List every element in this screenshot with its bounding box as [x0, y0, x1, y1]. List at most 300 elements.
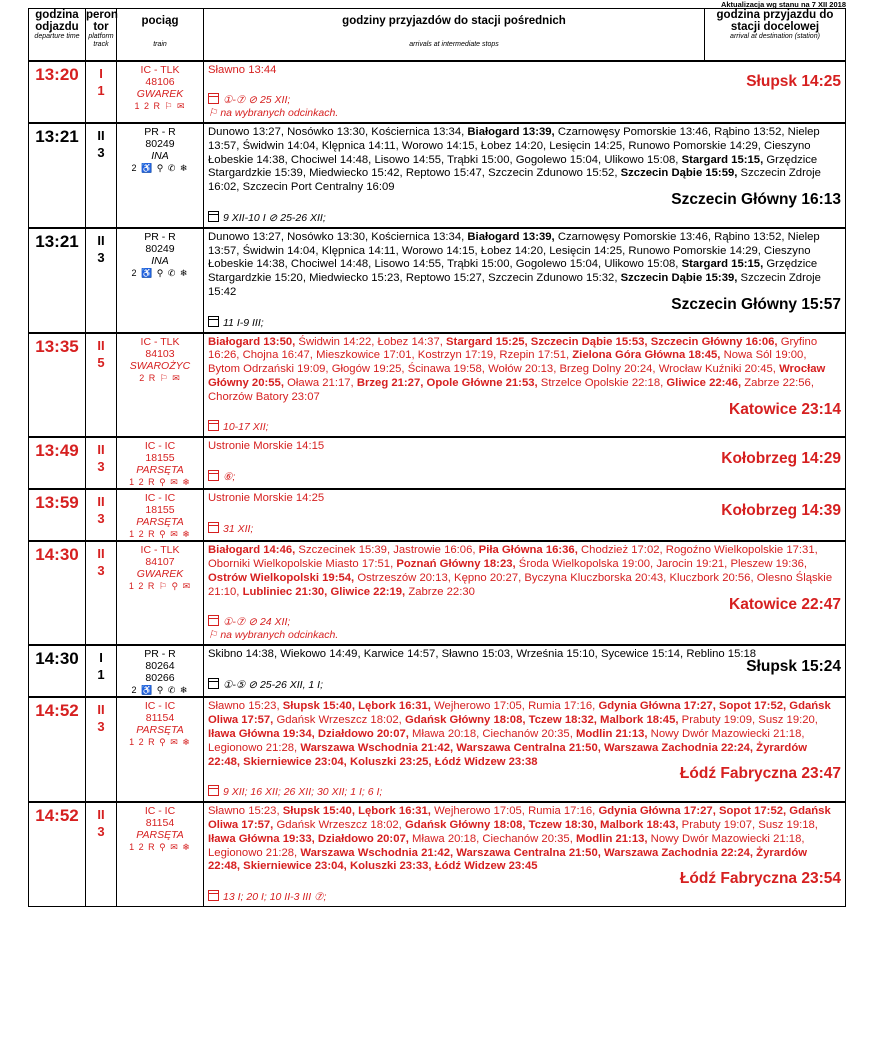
- platform: II: [97, 337, 105, 353]
- calendar-icon: [208, 522, 219, 533]
- stop: Mława 20:18,: [412, 832, 483, 845]
- departure-time: 14:30: [29, 541, 86, 645]
- stop: Byczyna Kluczborska 20:43,: [524, 572, 670, 585]
- header-destination-pl: godzina przyjazdu do stacji docelowej: [716, 9, 834, 33]
- calendar-icon: [208, 316, 219, 327]
- stop: Ciechanów 20:35,: [482, 832, 576, 845]
- stop: Stargard 15:25,: [446, 335, 531, 348]
- track: 3: [97, 145, 105, 161]
- stop: Klępnica 14:11,: [321, 139, 402, 152]
- stop: Jarocin 19:21,: [656, 558, 731, 571]
- departure-time: 13:35: [29, 333, 86, 438]
- stop: Szczecinek 15:39,: [298, 544, 394, 557]
- stop: Karwice 14:57,: [363, 648, 442, 661]
- stop: Ostrów Wielkopolski 19:54,: [208, 572, 358, 585]
- stop: Warszawa Zachodnia 22:24,: [604, 846, 757, 859]
- stop: Sławno 15:23,: [208, 805, 283, 818]
- destination-line: [208, 595, 841, 614]
- stop: Skibno 14:38,: [208, 648, 281, 661]
- train-number: 18155: [145, 452, 175, 465]
- stop: Worowo 14:15,: [401, 139, 481, 152]
- timetable-row: [29, 489, 846, 541]
- track: 3: [97, 563, 105, 579]
- platform: II: [97, 807, 105, 823]
- train-number: 18155: [145, 504, 175, 517]
- platform-track: [86, 489, 117, 541]
- stop: Cieszyno Łobeskie 14:38,: [208, 244, 811, 271]
- stop: Nielep 13:57,: [208, 230, 820, 257]
- calendar-icon: [208, 93, 219, 104]
- stop: Lesięcin 14:25,: [549, 244, 629, 257]
- platform: II: [97, 494, 105, 510]
- stop: Szczecin Dąbie 15:39,: [620, 272, 741, 285]
- train-symbols-icon: 1 2 R ⚲ ✉ ❄: [129, 842, 191, 853]
- partial-route-note: ⚐ na wybranych odcinkach.: [208, 107, 339, 120]
- destination-arrival: Katowice 22:47: [729, 595, 841, 613]
- stop: Nowy Dwór Mazowiecki 21:18,: [650, 832, 805, 845]
- timetable-row: [29, 61, 846, 124]
- stop: Gryfino 16:26,: [208, 335, 818, 362]
- stop: Wrocław Główny 20:55,: [208, 363, 826, 390]
- stop: Nosówko 13:30,: [287, 126, 372, 139]
- stop: Nielep 13:57,: [208, 126, 820, 152]
- train-number-2: 80266: [145, 672, 175, 685]
- destination-line: [208, 872, 841, 888]
- stop: Skierniewice 23:04,: [243, 860, 350, 873]
- stop: Malbork 18:43,: [600, 819, 682, 831]
- stop: Rogoźno Wielkopolskie 17:31,: [665, 544, 818, 557]
- destination-line: [208, 452, 841, 468]
- header-row: [29, 9, 846, 61]
- calendar-note: [208, 420, 841, 434]
- stop: Słupsk 15:40,: [282, 700, 359, 713]
- stops-wrap: [208, 544, 841, 613]
- stop: Prabuty 19:07,: [681, 819, 759, 831]
- stop: Świdwin 14:04,: [242, 244, 322, 257]
- stop: Runowo Pomorskie 14:29,: [628, 244, 765, 257]
- platform-track: [86, 802, 117, 906]
- track: 3: [97, 511, 105, 527]
- stop: Warszawa Centralna 21:50,: [456, 846, 605, 859]
- header-destination-en: arrival at destination (station): [730, 33, 820, 40]
- calendar-text: 13 I; 20 I; 10 II-3 III ⑦;: [223, 890, 327, 903]
- stop: Wołów 20:13,: [488, 363, 560, 376]
- stop: Chociwel 14:48,: [290, 258, 375, 271]
- train-info: [117, 802, 204, 906]
- intermediate-stops: [204, 541, 846, 645]
- header-stops-pl: godziny przyjazdów do stacji pośrednich: [342, 15, 566, 27]
- stops-wrap: [208, 648, 841, 676]
- stop: Zielona Góra Główna 18:45,: [572, 349, 724, 362]
- header-platform-en: platform track: [88, 33, 114, 48]
- stops-text: [208, 805, 841, 874]
- train-info: [117, 333, 204, 438]
- train-name: GWAREK: [136, 568, 184, 581]
- platform-track: [86, 541, 117, 645]
- stop: Kościernica 13:34,: [371, 126, 468, 139]
- stops-wrap: [208, 700, 841, 783]
- stop: Trąbki 15:00,: [447, 258, 516, 271]
- timetable-row: [29, 645, 846, 697]
- stop: Czarnowęsy Pomorskie 13:46,: [557, 126, 715, 139]
- platform: I: [99, 65, 103, 81]
- stop: Ulikowo 15:08,: [604, 153, 682, 166]
- stop: Świdwin 14:22,: [298, 335, 378, 348]
- stop: Białogard 13:50,: [208, 335, 299, 348]
- track: 3: [97, 824, 105, 840]
- stops-text: [208, 544, 841, 599]
- stop: Sopot 17:52,: [718, 700, 790, 713]
- train-category: IC - TLK: [140, 63, 180, 76]
- train-number: 84103: [145, 347, 175, 360]
- train-symbols-icon: 1 2 R ⚲ ✉ ❄: [129, 477, 191, 488]
- stop: Rąbino 13:52,: [714, 230, 788, 243]
- intermediate-stops: [204, 228, 846, 333]
- stop: Trąbki 15:00,: [447, 153, 516, 166]
- train-info: [117, 123, 204, 228]
- track: 3: [97, 459, 105, 475]
- stop: Kępno 20:27,: [454, 572, 525, 585]
- stop: Legionowo 21:28,: [208, 846, 301, 859]
- stop: Gdańsk Główny 18:08,: [404, 819, 529, 831]
- stops-wrap: [208, 64, 841, 92]
- timetable-row: [29, 802, 846, 906]
- stop: Warszawa Centralna 21:50,: [456, 741, 605, 754]
- train-name: GWAREK: [136, 87, 184, 100]
- stop: Pleszew 19:36,: [730, 558, 808, 571]
- stop: Ostrzeszów 20:13,: [357, 572, 455, 585]
- stop: Ustronie Morskie 14:25: [208, 492, 325, 505]
- stops-text: [208, 126, 841, 195]
- calendar-note: [208, 211, 841, 225]
- train-number: 81154: [145, 712, 175, 725]
- header-train-pl: pociąg: [141, 15, 179, 27]
- calendar-note: [208, 678, 841, 692]
- stop: Wrocław Kuźniki 20:45,: [658, 363, 780, 376]
- destination-line: [208, 295, 841, 314]
- calendar-icon: [208, 211, 219, 222]
- calendar-icon: [208, 785, 219, 796]
- destination-line: [208, 400, 841, 419]
- train-symbols-icon: 1 2 R ⚲ ✉ ❄: [129, 737, 191, 748]
- destination-arrival: Słupsk 14:25: [746, 73, 841, 91]
- stop: Chorzów Batory 23:07: [208, 390, 320, 403]
- train-category: IC - IC: [144, 805, 176, 818]
- header-stops-en: arrivals at intermediate stops: [409, 41, 499, 48]
- departure-time: 13:21: [29, 228, 86, 333]
- stop: Warszawa Zachodnia 22:24,: [604, 741, 757, 754]
- stop: Szczecin Zdroje 15:42: [208, 272, 821, 299]
- stop: Białogard 13:39,: [467, 126, 558, 139]
- stop: Czarnowęsy Pomorskie 13:46,: [557, 230, 715, 243]
- departure-time: 13:49: [29, 437, 86, 489]
- stop: Chodzież 17:02,: [581, 544, 666, 557]
- stop: Olesno Śląskie 21:10,: [208, 572, 833, 598]
- intermediate-stops: [204, 489, 846, 541]
- train-category: PR - R: [144, 648, 176, 661]
- train-symbols-icon: 1 2 R ⚐ ✉: [134, 100, 186, 111]
- stop: Opole Główne 21:53,: [426, 377, 541, 390]
- stop: Reblino 15:18: [686, 648, 757, 661]
- stop: Rumia 17:16,: [528, 700, 599, 713]
- stop: Susz 19:18,: [758, 819, 818, 831]
- stops-text: [208, 336, 841, 405]
- stops-text: [208, 231, 841, 300]
- timetable-row: [29, 123, 846, 228]
- calendar-icon: [208, 615, 219, 626]
- stop: Szczecin Główny 16:06,: [650, 335, 781, 348]
- train-info: [117, 541, 204, 645]
- destination-line: [208, 767, 841, 783]
- platform-track: [86, 697, 117, 802]
- stop: Rumia 17:16,: [528, 805, 599, 818]
- stop: Skierniewice 23:04,: [243, 755, 350, 768]
- calendar-text: 9 XII-10 I ⊘ 25-26 XII;: [223, 211, 326, 224]
- stop: Sławno 15:03,: [441, 648, 517, 661]
- stop: Ciechanów 20:35,: [482, 728, 576, 741]
- platform: II: [97, 128, 105, 144]
- calendar-icon: [208, 678, 219, 689]
- stop: Szczecin Zdroje 16:02,: [208, 167, 821, 194]
- header-platform: [86, 9, 117, 61]
- stop: Szczecin Zdunowo 15:32,: [488, 272, 621, 285]
- stop: Gdańsk Oliwa 17:57,: [208, 805, 831, 831]
- stop: Kostrzyn 17:19,: [417, 349, 500, 362]
- departure-time: 14:52: [29, 697, 86, 802]
- intermediate-stops: [204, 437, 846, 489]
- timetable-row: [29, 697, 846, 802]
- track: 3: [97, 719, 105, 735]
- header-departure: [29, 9, 86, 61]
- platform-track: [86, 645, 117, 697]
- stop: Susz 19:20,: [758, 714, 818, 727]
- train-symbols-icon: 2 ♿ ⚲ ✆ ❄: [131, 685, 189, 696]
- stop: Ulikowo 15:08,: [604, 258, 682, 271]
- intermediate-stops: [204, 123, 846, 228]
- departure-time: 13:21: [29, 123, 86, 228]
- stop: Głogów 19:25,: [331, 363, 408, 376]
- stops-wrap: [208, 126, 841, 209]
- calendar-note: [208, 316, 841, 330]
- destination-arrival: Łódź Fabryczna 23:47: [679, 765, 841, 783]
- train-name: SWAROŻYC: [129, 359, 191, 372]
- train-number: 80249: [145, 138, 175, 151]
- intermediate-stops: [204, 802, 846, 906]
- stops-wrap: [208, 492, 841, 520]
- stop: Rąbino 13:52,: [714, 126, 788, 139]
- destination-line: [208, 193, 841, 209]
- train-category: IC - IC: [144, 440, 176, 453]
- train-symbols-icon: 2 R ⚐ ✉: [139, 372, 181, 383]
- stop: Warszawa Wschodnia 21:42,: [300, 741, 457, 754]
- stop: Kościernica 13:34,: [371, 230, 468, 243]
- stop: Bytom Odrzański 19:09,: [208, 363, 332, 376]
- calendar-icon: [208, 890, 219, 901]
- header-departure-en: departure time: [34, 33, 80, 40]
- partial-route-note: ⚐ na wybranych odcinkach.: [208, 629, 339, 642]
- timetable-row: [29, 333, 846, 438]
- stop: Stargard 15:15,: [681, 153, 767, 166]
- stop: Reptowo 15:27,: [405, 272, 489, 285]
- stop: Malbork 18:45,: [600, 714, 682, 727]
- header-train-en: train: [153, 41, 167, 48]
- stop: Reptowo 15:47,: [405, 167, 489, 180]
- stop: Gdańsk Główny 18:08,: [404, 714, 529, 727]
- stop: Iława Główna 19:33,: [208, 832, 318, 845]
- stop: Szczecin Dąbie 15:53,: [530, 335, 651, 348]
- stop: Miedwiecko 15:42,: [309, 167, 406, 180]
- stop: Gdynia Główna 17:27,: [598, 805, 719, 818]
- stop: Stargard 15:15,: [681, 258, 767, 271]
- stop: Lisowo 14:55,: [374, 258, 448, 271]
- intermediate-stops: [204, 333, 846, 438]
- stop: Działdowo 20:07,: [317, 728, 413, 741]
- stop: Września 15:10,: [516, 648, 601, 661]
- calendar-text: ①-⑤ ⊘ 25-26 XII, 1 I;: [223, 679, 323, 692]
- departure-time: 13:20: [29, 61, 86, 124]
- train-info: [117, 437, 204, 489]
- calendar-text: ①-⑦ ⊘ 24 XII;: [223, 616, 291, 629]
- destination-line: [208, 504, 841, 520]
- stop: Cieszyno Łobeskie 14:38,: [208, 139, 811, 166]
- destination-arrival: Kołobrzeg 14:39: [721, 502, 841, 520]
- stops-wrap: [208, 805, 841, 888]
- train-number: 80249: [145, 242, 175, 255]
- train-category: IC - IC: [144, 700, 176, 713]
- intermediate-stops: [204, 697, 846, 802]
- header-departure-pl: godzina odjazdu: [35, 9, 79, 33]
- timetable-row: [29, 228, 846, 333]
- stops-wrap: [208, 231, 841, 314]
- stop: Strzelce Opolskie 22:18,: [540, 377, 667, 390]
- timetable-row: [29, 541, 846, 645]
- stops-wrap: [208, 440, 841, 468]
- stop: Koluszki 23:25,: [349, 755, 435, 768]
- stop: Lubliniec 21:30,: [242, 585, 331, 598]
- stop: Łobez 14:20,: [480, 244, 550, 257]
- departure-time: 14:52: [29, 802, 86, 906]
- stop: Łobez 14:37,: [377, 335, 447, 348]
- stop: Legionowo 21:28,: [208, 741, 301, 754]
- train-info: [117, 489, 204, 541]
- stop: Szczecin Port Centralny 16:09: [242, 181, 395, 194]
- train-symbols-icon: 2 ♿ ⚲ ✆ ❄: [131, 163, 189, 174]
- train-number: 81154: [145, 817, 175, 830]
- platform-track: [86, 333, 117, 438]
- calendar-note: [208, 890, 841, 904]
- stop: Szczecin Zdunowo 15:52,: [488, 167, 621, 180]
- stop: Gdynia Główna 17:27,: [598, 700, 719, 713]
- stop: Rzepin 17:51,: [499, 349, 573, 362]
- stop: Żyrardów 22:48,: [208, 741, 808, 768]
- train-number: 80264: [145, 660, 175, 673]
- train-category: IC - TLK: [140, 335, 180, 348]
- stops-wrap: [208, 336, 841, 419]
- stop: Tczew 18:30,: [528, 819, 601, 831]
- stop: Piła Główna 16:36,: [478, 544, 581, 557]
- stop: Sopot 17:52,: [718, 805, 790, 818]
- destination-line: [208, 660, 841, 676]
- stop: Poznań Główny 18:23,: [396, 558, 519, 571]
- platform-track: [86, 228, 117, 333]
- calendar-icon: [208, 470, 219, 481]
- stop: Oława 21:17,: [287, 377, 357, 390]
- calendar-note: [208, 785, 841, 799]
- destination-arrival: Kołobrzeg 14:29: [721, 450, 841, 468]
- stop: Oborniki Wielkopolskie Miasto 17:51,: [208, 558, 397, 571]
- stop: Zabrze 22:56,: [744, 377, 814, 390]
- train-name: PARSĘTA: [136, 724, 184, 737]
- header-train: [117, 9, 204, 61]
- train-category: IC - IC: [144, 492, 176, 505]
- stop: Grzędzice Stargardzkie 15:39,: [208, 153, 818, 180]
- update-note: Aktualizacja wg stanu na 7 XII 2018: [720, 0, 846, 9]
- header-destination: [705, 9, 846, 61]
- calendar-note: [208, 470, 841, 484]
- stops-text: [208, 700, 841, 769]
- stop: Dunowo 13:27,: [208, 230, 288, 243]
- stop: Wejherowo 17:05,: [434, 700, 529, 713]
- stop: Lesięcin 14:25,: [549, 139, 629, 152]
- calendar-note: [208, 522, 841, 536]
- calendar-icon: [208, 420, 219, 431]
- track: 1: [97, 82, 105, 98]
- platform-track: [86, 123, 117, 228]
- stop: Kluczbork 20:56,: [669, 572, 757, 585]
- stop: Mieszkowice 17:01,: [316, 349, 418, 362]
- stop: Dunowo 13:27,: [208, 126, 288, 139]
- intermediate-stops: [204, 61, 846, 124]
- stop: Modlin 21:13,: [575, 728, 651, 741]
- platform: II: [97, 546, 105, 562]
- stop: Lisowo 14:55,: [374, 153, 448, 166]
- stop: Białogard 13:39,: [467, 230, 558, 243]
- stop: Działdowo 20:07,: [317, 832, 413, 845]
- stop: Ustronie Morskie 14:15: [208, 440, 325, 453]
- train-info: [117, 61, 204, 124]
- calendar-text: 9 XII; 16 XII; 26 XII; 30 XII; 1 I; 6 I;: [223, 786, 383, 799]
- train-symbols-icon: 1 2 R ⚐ ⚲ ✉: [128, 581, 192, 592]
- stop: Białogard 14:46,: [208, 544, 299, 557]
- stop: Ścinawa 19:58,: [407, 363, 489, 376]
- platform-track: [86, 437, 117, 489]
- train-name: PARSĘTA: [136, 829, 184, 842]
- calendar-text: ①-⑦ ⊘ 25 XII;: [223, 94, 291, 107]
- track: 1: [97, 667, 105, 683]
- stop: Szczecin Dąbie 15:59,: [620, 167, 741, 180]
- calendar-text: ⑥;: [223, 471, 236, 484]
- destination-line: [208, 75, 841, 91]
- stop: Gdańsk Wrzeszcz 18:02,: [276, 714, 405, 727]
- stop: Modlin 21:13,: [575, 832, 651, 845]
- train-info: [117, 697, 204, 802]
- stop: Słupsk 15:40,: [282, 805, 359, 818]
- stop: Nowy Dwór Mazowiecki 21:18,: [650, 728, 805, 741]
- stop: Lębork 16:31,: [358, 700, 435, 713]
- stop: Brzeg 21:27,: [356, 377, 427, 390]
- stop: Grzędzice Stargardzkie 15:20,: [208, 258, 818, 285]
- stop: Klępnica 14:11,: [321, 244, 402, 257]
- timetable-body: [29, 61, 846, 907]
- stop: Miedwiecko 15:23,: [309, 272, 406, 285]
- platform: II: [97, 702, 105, 718]
- train-category: PR - R: [144, 126, 176, 139]
- destination-arrival: Szczecin Główny 15:57: [671, 295, 841, 313]
- train-symbols-icon: 1 2 R ⚲ ✉ ❄: [129, 529, 191, 540]
- destination-arrival: Katowice 23:14: [729, 400, 841, 418]
- stop: Worowo 14:15,: [401, 244, 481, 257]
- stop: Łódź Widzew 23:38: [434, 755, 538, 768]
